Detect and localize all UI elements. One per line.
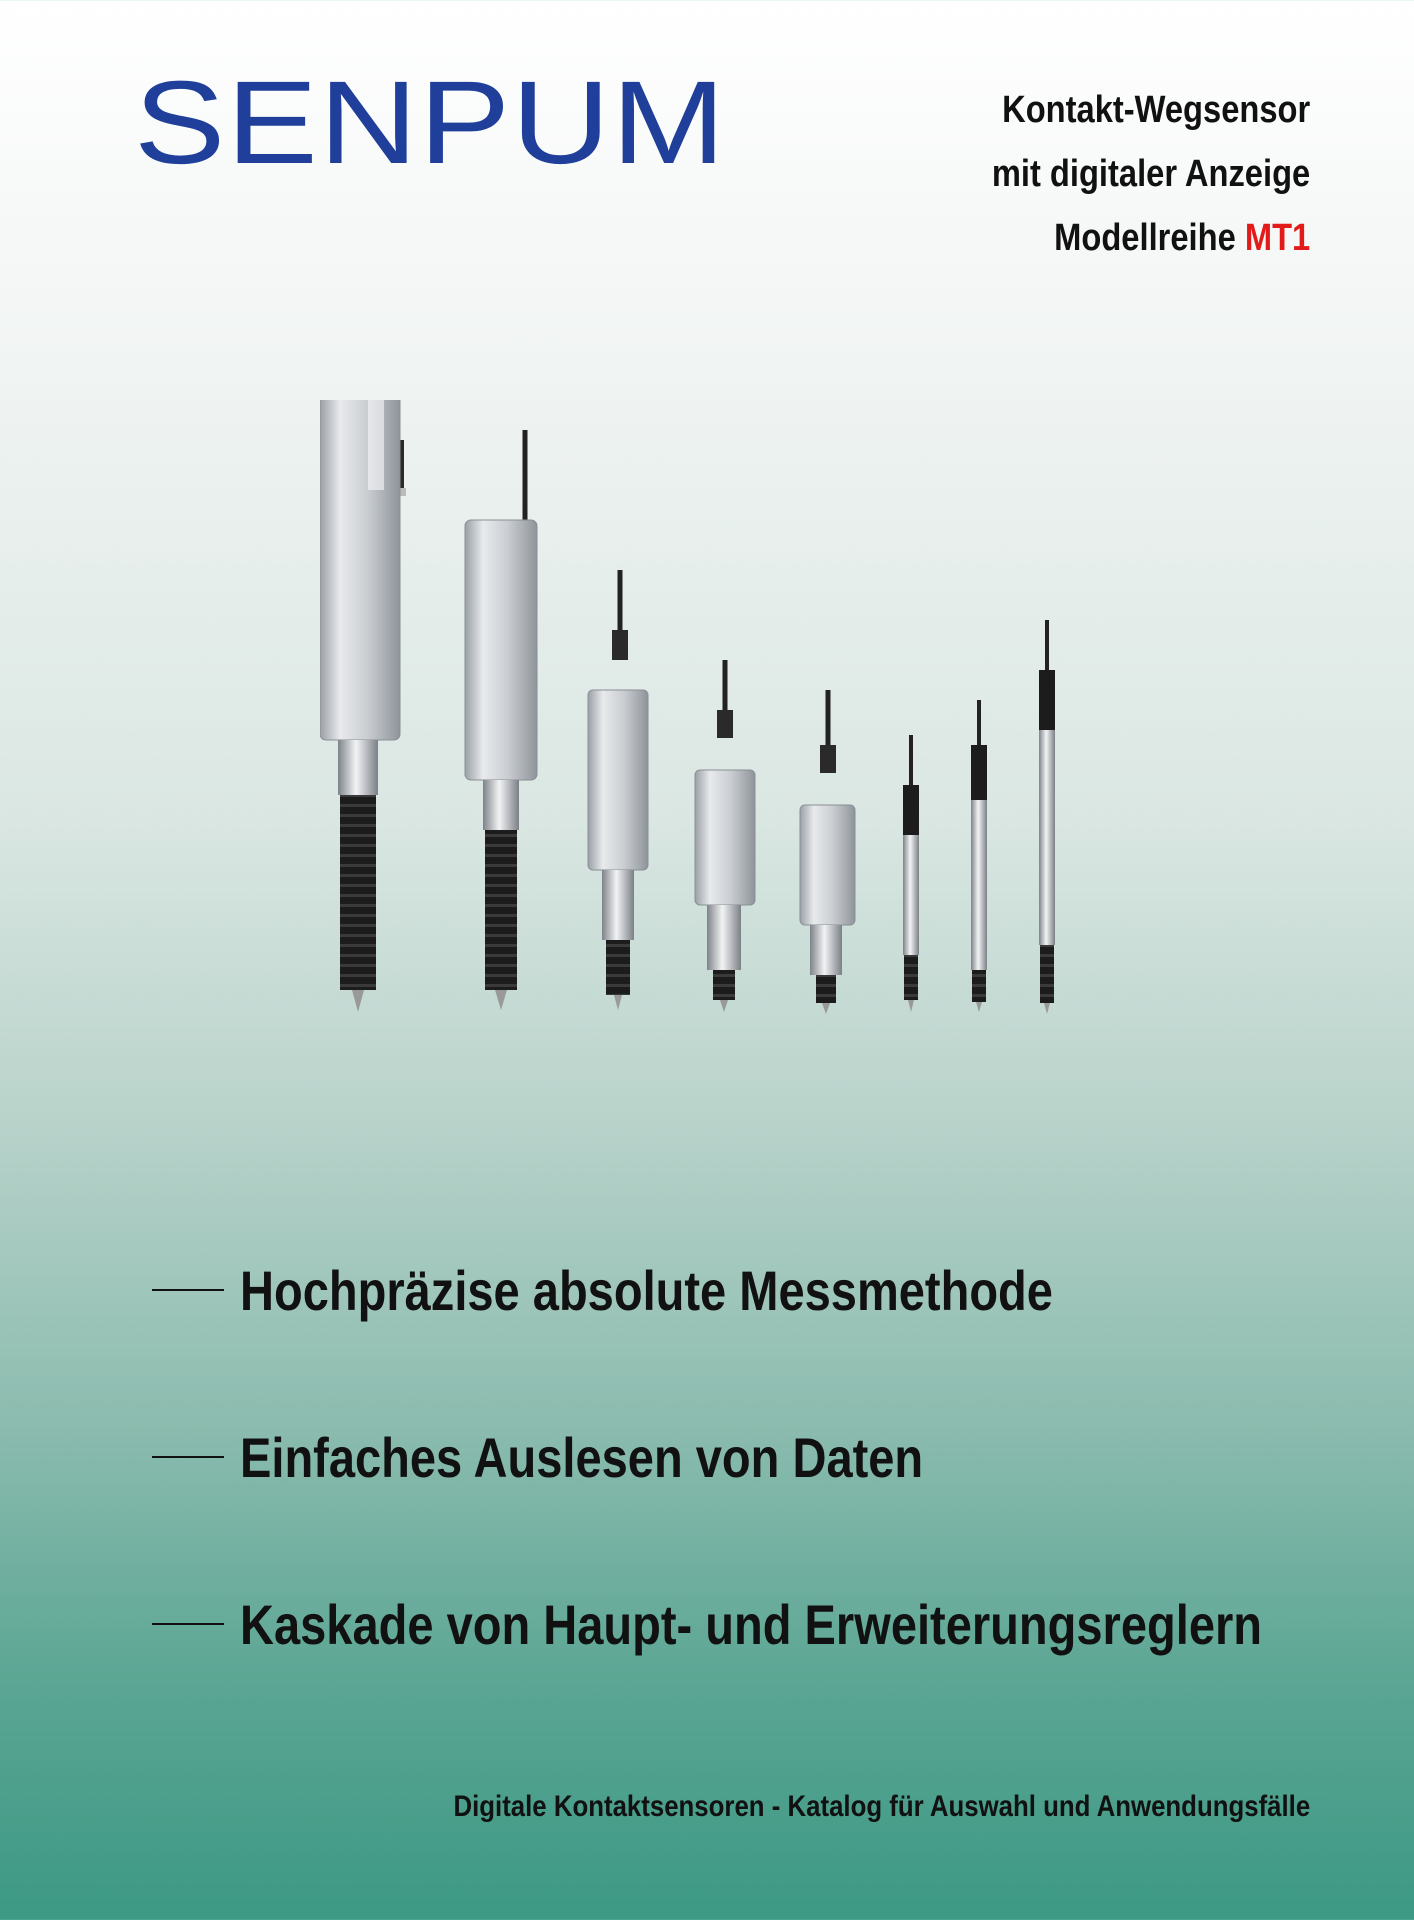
sensor-2-graphic xyxy=(465,430,537,1010)
product-lineup-image xyxy=(320,400,1080,1050)
brand-logo: SENPUM xyxy=(134,57,727,189)
catalog-title xyxy=(940,78,1310,270)
feature-dash xyxy=(152,1289,224,1291)
sensor-4-graphic xyxy=(695,660,755,1012)
sensor-6-graphic xyxy=(903,735,919,1012)
sensor-3-graphic xyxy=(588,570,648,1010)
title-line-2: mit digitaler Anzeige xyxy=(991,153,1310,195)
feature-item xyxy=(152,1260,1208,1320)
series-model: MT1 xyxy=(1244,217,1310,259)
sensor-8-graphic xyxy=(1039,620,1055,1014)
sensor-5-graphic xyxy=(800,690,855,1014)
title-line-1: Kontakt-Wegsensor xyxy=(1001,89,1310,131)
sensor-1-graphic xyxy=(320,400,406,1012)
feature-item xyxy=(152,1427,1053,1487)
feature-text: Kaskade von Haupt- und Erweiterungsreglern xyxy=(240,1592,1263,1656)
feature-text: Einfaches Auslesen von Daten xyxy=(240,1425,924,1489)
feature-dash xyxy=(152,1456,224,1458)
feature-item xyxy=(152,1594,1414,1654)
series-prefix: Modellreihe xyxy=(1053,217,1236,259)
feature-dash xyxy=(152,1623,224,1625)
sensor-7-graphic xyxy=(971,700,987,1012)
catalog-footer: Digitale Kontaktsensoren - Katalog für Auswahl und Anwendungsfälle xyxy=(453,1790,1310,1823)
feature-text: Hochpräzise absolute Messmethode xyxy=(240,1258,1053,1322)
title-line-3 xyxy=(992,206,1310,270)
